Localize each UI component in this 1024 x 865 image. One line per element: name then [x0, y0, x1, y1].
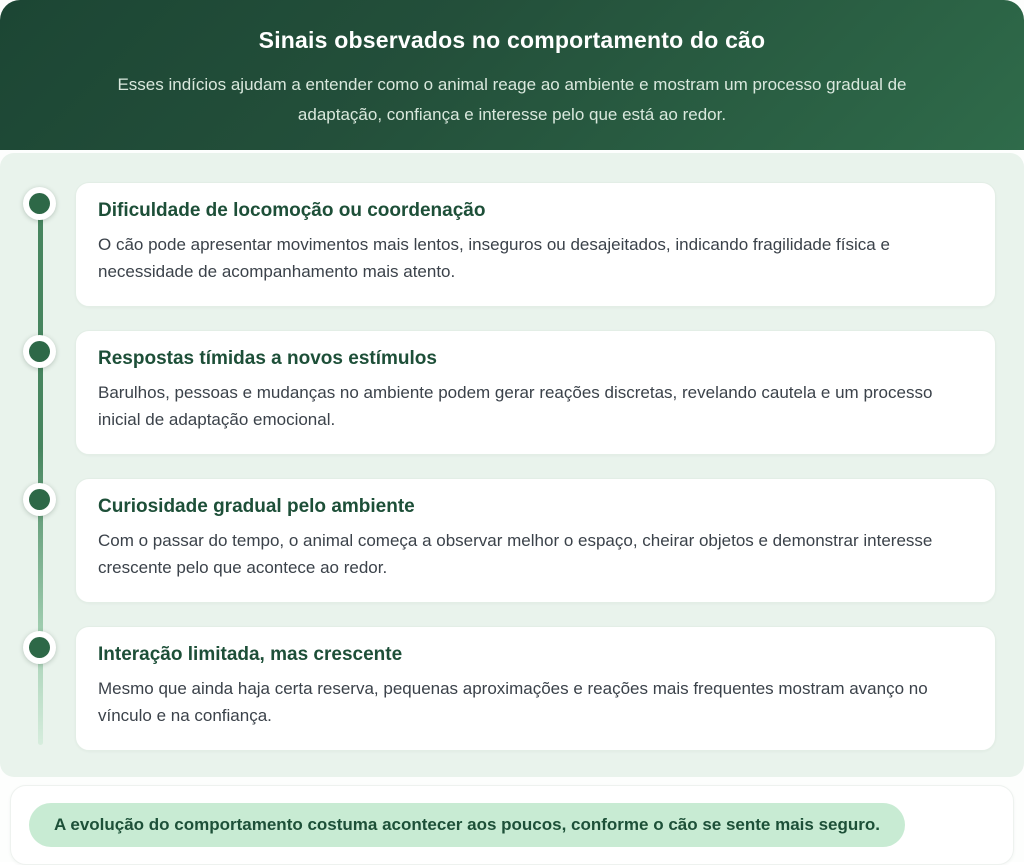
timeline-item	[12, 626, 996, 751]
footer-note-pill: A evolução do comportamento costuma acontecer aos poucos, conforme o cão se sente mais seguro.	[29, 803, 905, 847]
timeline-marker-icon	[23, 631, 56, 664]
timeline-rail	[12, 330, 75, 368]
timeline-rail	[12, 626, 75, 664]
signal-card	[75, 330, 996, 455]
timeline-dot-icon	[29, 489, 50, 510]
signal-card-title: Interação limitada, mas crescente	[98, 644, 403, 665]
signal-card-description: Com o passar do tempo, o animal começa a observar melhor o espaço, cheirar objetos e demonstrar interesse crescente pelo que acontece ao redor.	[98, 531, 933, 577]
timeline-item	[12, 330, 996, 455]
timeline	[12, 182, 996, 751]
timeline-dot-icon	[29, 637, 50, 658]
page-title: Sinais observados no comportamento do cão	[258, 27, 766, 53]
signal-card	[75, 478, 996, 603]
timeline-rail	[12, 478, 75, 516]
signal-card-title: Dificuldade de locomoção ou coordenação	[98, 200, 486, 221]
signal-card-description: O cão pode apresentar movimentos mais lentos, inseguros ou desajeitados, indicando fragilidade física e necessidade de acompanhamento mais atento.	[98, 235, 890, 281]
footer-note-card	[10, 785, 1014, 865]
signal-card	[75, 182, 996, 307]
timeline-marker-icon	[23, 187, 56, 220]
page-subtitle: Esses indícios ajudam a entender como o animal reage ao ambiente e mostram um processo gradual de adaptação, confiança e interesse pelo que está ao redor.	[117, 75, 907, 124]
timeline-marker-icon	[23, 335, 56, 368]
signal-card-description: Mesmo que ainda haja certa reserva, pequenas aproximações e reações mais frequentes mostram avanço no vínculo e na confiança.	[98, 679, 928, 725]
signal-card-description: Barulhos, pessoas e mudanças no ambiente podem gerar reações discretas, revelando cautela e um processo inicial de adaptação emocional.	[98, 383, 933, 429]
timeline-item	[12, 478, 996, 603]
timeline-dot-icon	[29, 193, 50, 214]
signals-panel	[0, 153, 1024, 777]
signal-card-title: Curiosidade gradual pelo ambiente	[98, 496, 415, 517]
signal-card	[75, 626, 996, 751]
timeline-dot-icon	[29, 341, 50, 362]
signal-card-title: Respostas tímidas a novos estímulos	[98, 348, 437, 369]
header-banner	[0, 0, 1024, 150]
timeline-item	[12, 182, 996, 307]
timeline-marker-icon	[23, 483, 56, 516]
timeline-rail	[12, 182, 75, 220]
